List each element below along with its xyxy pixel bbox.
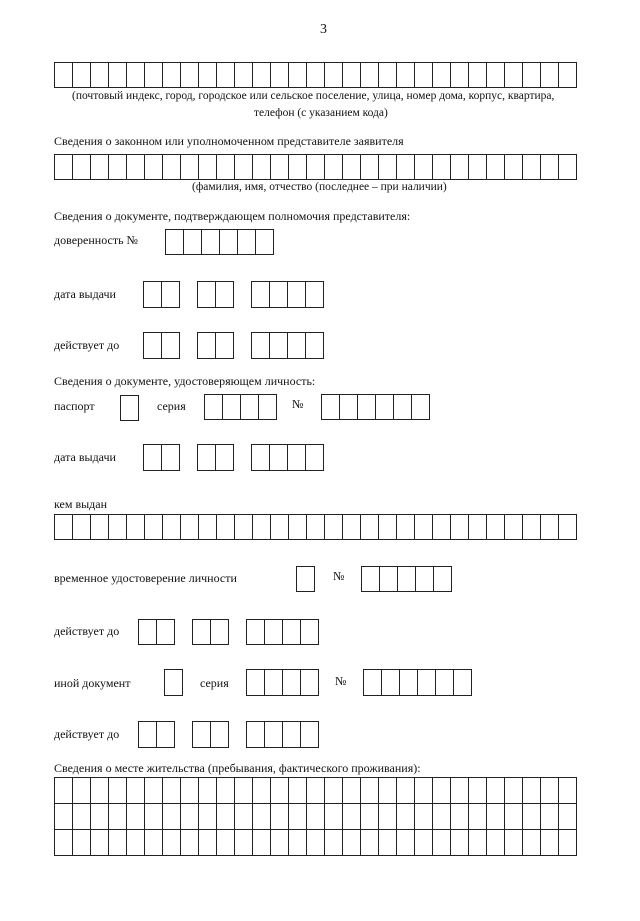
input-cell[interactable] [235, 62, 253, 88]
other-doc-series-cells[interactable] [246, 669, 319, 696]
input-cell[interactable] [109, 154, 127, 180]
input-cell[interactable] [289, 154, 307, 180]
input-cell[interactable] [127, 62, 145, 88]
poa-valid-year-cells[interactable] [251, 332, 324, 359]
grid-cell[interactable] [559, 804, 577, 830]
grid-cell[interactable] [505, 778, 523, 804]
input-cell[interactable] [246, 619, 265, 645]
input-cell[interactable] [192, 619, 211, 645]
grid-cell[interactable] [469, 830, 487, 856]
grid-cell[interactable] [433, 804, 451, 830]
input-cell[interactable] [487, 514, 505, 540]
other-doc-valid-until-label: действует до [54, 727, 120, 741]
input-cell[interactable] [163, 62, 181, 88]
input-cell[interactable] [325, 62, 343, 88]
other-doc-valid-day-cells[interactable] [138, 721, 175, 748]
input-cell[interactable] [265, 619, 283, 645]
representative-heading: Сведения о законном или уполномоченном представителе заявителя [54, 134, 404, 148]
grid-cell[interactable] [415, 778, 433, 804]
input-cell[interactable] [238, 229, 256, 255]
input-cell[interactable] [379, 154, 397, 180]
grid-cell[interactable] [145, 804, 163, 830]
input-cell[interactable] [143, 332, 162, 359]
grid-cell[interactable] [163, 804, 181, 830]
other-doc-series-label: серия [200, 676, 229, 690]
grid-cell[interactable] [199, 804, 217, 830]
input-cell[interactable] [541, 62, 559, 88]
grid-cell[interactable] [55, 804, 73, 830]
grid-cell[interactable] [181, 778, 199, 804]
passport-label: паспорт [54, 399, 95, 413]
grid-cell[interactable] [451, 804, 469, 830]
input-cell[interactable] [541, 514, 559, 540]
poa-issue-month-cells[interactable] [197, 281, 234, 308]
passport-series-cells[interactable] [204, 394, 277, 420]
grid-cell[interactable] [487, 804, 505, 830]
representative-name-cells[interactable] [54, 154, 577, 180]
poa-number-label: доверенность № [54, 233, 138, 247]
passport-number-cells[interactable] [321, 394, 430, 420]
input-cell[interactable] [211, 721, 229, 748]
input-cell[interactable] [265, 669, 283, 696]
grid-cell[interactable] [289, 830, 307, 856]
other-doc-checkbox[interactable] [164, 669, 183, 696]
input-cell[interactable] [523, 62, 541, 88]
identity-doc-heading: Сведения о документе, удостоверяющем личность: [54, 374, 316, 388]
grid-cell[interactable] [163, 778, 181, 804]
poa-valid-day-cells[interactable] [143, 332, 180, 359]
input-cell[interactable] [91, 154, 109, 180]
input-cell[interactable] [109, 514, 127, 540]
grid-cell[interactable] [433, 778, 451, 804]
input-cell[interactable] [325, 514, 343, 540]
temp-id-label: временное удостоверение личности [54, 571, 237, 585]
grid-cell[interactable] [127, 778, 145, 804]
poa-issue-year-cells[interactable] [251, 281, 324, 308]
grid-cell[interactable] [469, 804, 487, 830]
input-cell[interactable] [469, 154, 487, 180]
grid-cell[interactable] [289, 778, 307, 804]
address-cells[interactable] [54, 62, 577, 88]
poa-number-cells[interactable] [165, 229, 274, 255]
grid-cell[interactable] [559, 830, 577, 856]
input-cell[interactable] [256, 229, 274, 255]
input-cell[interactable] [380, 566, 398, 592]
other-doc-number-label: № [335, 674, 347, 688]
temp-id-valid-month-cells[interactable] [192, 619, 229, 645]
input-cell[interactable] [301, 721, 319, 748]
input-cell[interactable] [127, 154, 145, 180]
grid-cell[interactable] [523, 778, 541, 804]
input-cell[interactable] [270, 444, 288, 471]
grid-cell[interactable] [325, 804, 343, 830]
input-cell[interactable] [235, 154, 253, 180]
grid-cell[interactable] [523, 830, 541, 856]
input-cell[interactable] [416, 566, 434, 592]
grid-cell[interactable] [487, 778, 505, 804]
input-cell[interactable] [220, 229, 238, 255]
input-cell[interactable] [436, 669, 454, 696]
input-cell[interactable] [204, 394, 223, 420]
input-cell[interactable] [454, 669, 472, 696]
input-cell[interactable] [400, 669, 418, 696]
input-cell[interactable] [217, 62, 235, 88]
input-cell[interactable] [143, 281, 162, 308]
input-cell[interactable] [343, 514, 361, 540]
input-cell[interactable] [451, 62, 469, 88]
grid-cell[interactable] [361, 830, 379, 856]
grid-cell[interactable] [181, 830, 199, 856]
grid-cell[interactable] [307, 778, 325, 804]
input-cell[interactable] [271, 514, 289, 540]
input-cell[interactable] [469, 514, 487, 540]
input-cell[interactable] [138, 619, 157, 645]
grid-cell[interactable] [199, 830, 217, 856]
input-cell[interactable] [397, 154, 415, 180]
input-cell[interactable] [270, 332, 288, 359]
grid-cell[interactable] [307, 804, 325, 830]
input-cell[interactable] [412, 394, 430, 420]
input-cell[interactable] [398, 566, 416, 592]
input-cell[interactable] [246, 721, 265, 748]
poa-valid-month-cells[interactable] [197, 332, 234, 359]
input-cell[interactable] [397, 514, 415, 540]
input-cell[interactable] [216, 281, 234, 308]
grid-cell[interactable] [523, 804, 541, 830]
page-number: 3 [320, 22, 327, 37]
input-cell[interactable] [54, 62, 73, 88]
grid-cell[interactable] [379, 778, 397, 804]
input-cell[interactable] [306, 281, 324, 308]
input-cell[interactable] [433, 154, 451, 180]
input-cell[interactable] [223, 394, 241, 420]
input-cell[interactable] [325, 154, 343, 180]
address-caption-line1: (почтовый индекс, город, городское или сельское поселение, улица, номер дома, корпус, квартира, [72, 90, 555, 102]
passport-issue-month-cells[interactable] [197, 444, 234, 471]
grid-cell[interactable] [487, 830, 505, 856]
grid-cell[interactable] [361, 804, 379, 830]
input-cell[interactable] [217, 514, 235, 540]
grid-cell[interactable] [235, 804, 253, 830]
passport-checkbox[interactable] [120, 395, 139, 421]
input-cell[interactable] [181, 514, 199, 540]
grid-cell[interactable] [289, 804, 307, 830]
other-doc-number-cells[interactable] [363, 669, 472, 696]
input-cell[interactable] [253, 154, 271, 180]
input-cell[interactable] [307, 62, 325, 88]
input-cell[interactable] [162, 332, 180, 359]
grid-cell[interactable] [55, 830, 73, 856]
input-cell[interactable] [343, 62, 361, 88]
other-doc-valid-year-cells[interactable] [246, 721, 319, 748]
grid-cell[interactable] [397, 804, 415, 830]
input-cell[interactable] [363, 669, 382, 696]
input-cell[interactable] [358, 394, 376, 420]
input-cell[interactable] [451, 154, 469, 180]
input-cell[interactable] [54, 514, 73, 540]
input-cell[interactable] [361, 154, 379, 180]
input-cell[interactable] [376, 394, 394, 420]
grid-cell[interactable] [325, 778, 343, 804]
input-cell[interactable] [415, 154, 433, 180]
temp-id-valid-year-cells[interactable] [246, 619, 319, 645]
grid-cell[interactable] [451, 830, 469, 856]
grid-cell[interactable] [451, 778, 469, 804]
grid-cell[interactable] [343, 830, 361, 856]
grid-cell[interactable] [127, 830, 145, 856]
input-cell[interactable] [241, 394, 259, 420]
grid-cell[interactable] [271, 778, 289, 804]
input-cell[interactable] [270, 281, 288, 308]
input-cell[interactable] [181, 154, 199, 180]
input-cell[interactable] [379, 514, 397, 540]
grid-cell[interactable] [217, 778, 235, 804]
input-cell[interactable] [73, 62, 91, 88]
grid-cell[interactable] [73, 778, 91, 804]
input-cell[interactable] [296, 566, 315, 592]
input-cell[interactable] [253, 514, 271, 540]
input-cell[interactable] [91, 514, 109, 540]
grid-cell[interactable] [307, 830, 325, 856]
grid-cell[interactable] [145, 778, 163, 804]
input-cell[interactable] [157, 721, 175, 748]
input-cell[interactable] [433, 62, 451, 88]
input-cell[interactable] [199, 62, 217, 88]
authority-doc-heading: Сведения о документе, подтверждающем полномочия представителя: [54, 209, 411, 223]
temp-id-number-label: № [333, 569, 345, 583]
input-cell[interactable] [192, 721, 211, 748]
input-cell[interactable] [127, 514, 145, 540]
temp-id-checkbox[interactable] [296, 566, 315, 592]
grid-cell[interactable] [127, 804, 145, 830]
input-cell[interactable] [197, 332, 216, 359]
input-cell[interactable] [163, 514, 181, 540]
input-cell[interactable] [289, 62, 307, 88]
input-cell[interactable] [54, 154, 73, 180]
grid-cell[interactable] [559, 778, 577, 804]
input-cell[interactable] [246, 669, 265, 696]
input-cell[interactable] [559, 514, 577, 540]
input-cell[interactable] [251, 332, 270, 359]
grid-cell[interactable] [415, 804, 433, 830]
address-caption-line2: телефон (с указанием кода) [254, 107, 388, 119]
grid-cell[interactable] [217, 804, 235, 830]
input-cell[interactable] [259, 394, 277, 420]
input-cell[interactable] [202, 229, 220, 255]
input-cell[interactable] [162, 444, 180, 471]
grid-cell[interactable] [163, 830, 181, 856]
input-cell[interactable] [505, 514, 523, 540]
passport-series-label: серия [157, 399, 186, 413]
input-cell[interactable] [197, 444, 216, 471]
grid-cell[interactable] [397, 778, 415, 804]
input-cell[interactable] [469, 62, 487, 88]
input-cell[interactable] [418, 669, 436, 696]
input-cell[interactable] [143, 444, 162, 471]
grid-cell[interactable] [343, 778, 361, 804]
other-doc-valid-month-cells[interactable] [192, 721, 229, 748]
input-cell[interactable] [251, 281, 270, 308]
input-cell[interactable] [120, 395, 139, 421]
input-cell[interactable] [251, 444, 270, 471]
input-cell[interactable] [289, 514, 307, 540]
grid-cell[interactable] [253, 830, 271, 856]
input-cell[interactable] [157, 619, 175, 645]
input-cell[interactable] [505, 154, 523, 180]
input-cell[interactable] [288, 332, 306, 359]
grid-cell[interactable] [253, 804, 271, 830]
input-cell[interactable] [216, 332, 234, 359]
grid-cell[interactable] [253, 778, 271, 804]
grid-cell[interactable] [91, 804, 109, 830]
input-cell[interactable] [394, 394, 412, 420]
input-cell[interactable] [216, 444, 234, 471]
grid-cell[interactable] [235, 778, 253, 804]
grid-cell[interactable] [469, 778, 487, 804]
input-cell[interactable] [301, 669, 319, 696]
input-cell[interactable] [145, 154, 163, 180]
grid-cell[interactable] [181, 804, 199, 830]
input-cell[interactable] [145, 62, 163, 88]
grid-cell[interactable] [271, 804, 289, 830]
issued-by-label: кем выдан [54, 497, 108, 511]
input-cell[interactable] [340, 394, 358, 420]
grid-cell[interactable] [379, 830, 397, 856]
input-cell[interactable] [253, 62, 271, 88]
grid-cell[interactable] [109, 804, 127, 830]
input-cell[interactable] [271, 154, 289, 180]
input-cell[interactable] [288, 444, 306, 471]
passport-issue-date-label: дата выдачи [54, 450, 116, 464]
input-cell[interactable] [451, 514, 469, 540]
grid-cell[interactable] [397, 830, 415, 856]
grid-cell[interactable] [91, 778, 109, 804]
grid-cell[interactable] [361, 778, 379, 804]
input-cell[interactable] [199, 154, 217, 180]
input-cell[interactable] [321, 394, 340, 420]
input-cell[interactable] [197, 281, 216, 308]
input-cell[interactable] [73, 514, 91, 540]
input-cell[interactable] [271, 62, 289, 88]
input-cell[interactable] [283, 669, 301, 696]
input-cell[interactable] [433, 514, 451, 540]
input-cell[interactable] [505, 62, 523, 88]
poa-issue-date-label: дата выдачи [54, 287, 116, 301]
input-cell[interactable] [397, 62, 415, 88]
poa-issue-day-cells[interactable] [143, 281, 180, 308]
input-cell[interactable] [91, 62, 109, 88]
input-cell[interactable] [162, 281, 180, 308]
issued-by-cells[interactable] [54, 514, 577, 540]
input-cell[interactable] [523, 514, 541, 540]
temp-id-number-cells[interactable] [361, 566, 452, 592]
input-cell[interactable] [541, 154, 559, 180]
input-cell[interactable] [265, 721, 283, 748]
input-cell[interactable] [379, 62, 397, 88]
residence-heading: Сведения о месте жительства (пребывания, фактического проживания): [54, 761, 421, 775]
input-cell[interactable] [307, 514, 325, 540]
grid-cell[interactable] [325, 830, 343, 856]
temp-id-valid-until-label: действует до [54, 624, 120, 638]
grid-cell[interactable] [73, 830, 91, 856]
input-cell[interactable] [235, 514, 253, 540]
input-cell[interactable] [361, 566, 380, 592]
grid-cell[interactable] [145, 830, 163, 856]
grid-cell[interactable] [235, 830, 253, 856]
grid-cell[interactable] [541, 804, 559, 830]
input-cell[interactable] [361, 62, 379, 88]
input-cell[interactable] [184, 229, 202, 255]
grid-cell[interactable] [271, 830, 289, 856]
input-cell[interactable] [165, 229, 184, 255]
input-cell[interactable] [301, 619, 319, 645]
input-cell[interactable] [382, 669, 400, 696]
input-cell[interactable] [559, 62, 577, 88]
input-cell[interactable] [181, 62, 199, 88]
input-cell[interactable] [288, 281, 306, 308]
grid-cell[interactable] [91, 830, 109, 856]
input-cell[interactable] [109, 62, 127, 88]
input-cell[interactable] [343, 154, 361, 180]
grid-cell[interactable] [109, 830, 127, 856]
poa-valid-until-label: действует до [54, 338, 120, 352]
input-cell[interactable] [283, 619, 301, 645]
grid-cell[interactable] [73, 804, 91, 830]
input-cell[interactable] [73, 154, 91, 180]
grid-cell[interactable] [55, 778, 73, 804]
representative-caption: (фамилия, имя, отчество (последнее – при наличии) [192, 181, 447, 193]
input-cell[interactable] [164, 669, 183, 696]
grid-cell[interactable] [379, 804, 397, 830]
input-cell[interactable] [415, 62, 433, 88]
grid-cell[interactable] [217, 830, 235, 856]
grid-cell[interactable] [109, 778, 127, 804]
grid-cell[interactable] [505, 830, 523, 856]
input-cell[interactable] [487, 62, 505, 88]
input-cell[interactable] [138, 721, 157, 748]
grid-cell[interactable] [343, 804, 361, 830]
grid-cell[interactable] [505, 804, 523, 830]
residence-grid[interactable] [54, 777, 577, 856]
grid-cell[interactable] [199, 778, 217, 804]
input-cell[interactable] [306, 332, 324, 359]
input-cell[interactable] [145, 514, 163, 540]
grid-cell[interactable] [433, 830, 451, 856]
input-cell[interactable] [361, 514, 379, 540]
grid-cell[interactable] [415, 830, 433, 856]
input-cell[interactable] [199, 514, 217, 540]
input-cell[interactable] [523, 154, 541, 180]
input-cell[interactable] [217, 154, 235, 180]
other-doc-label: иной документ [54, 676, 131, 690]
grid-cell[interactable] [541, 830, 559, 856]
passport-issue-year-cells[interactable] [251, 444, 324, 471]
grid-cell[interactable] [541, 778, 559, 804]
input-cell[interactable] [307, 154, 325, 180]
input-cell[interactable] [559, 154, 577, 180]
input-cell[interactable] [434, 566, 452, 592]
input-cell[interactable] [487, 154, 505, 180]
input-cell[interactable] [415, 514, 433, 540]
temp-id-valid-day-cells[interactable] [138, 619, 175, 645]
input-cell[interactable] [283, 721, 301, 748]
passport-number-label: № [292, 397, 304, 411]
input-cell[interactable] [306, 444, 324, 471]
input-cell[interactable] [163, 154, 181, 180]
input-cell[interactable] [211, 619, 229, 645]
passport-issue-day-cells[interactable] [143, 444, 180, 471]
